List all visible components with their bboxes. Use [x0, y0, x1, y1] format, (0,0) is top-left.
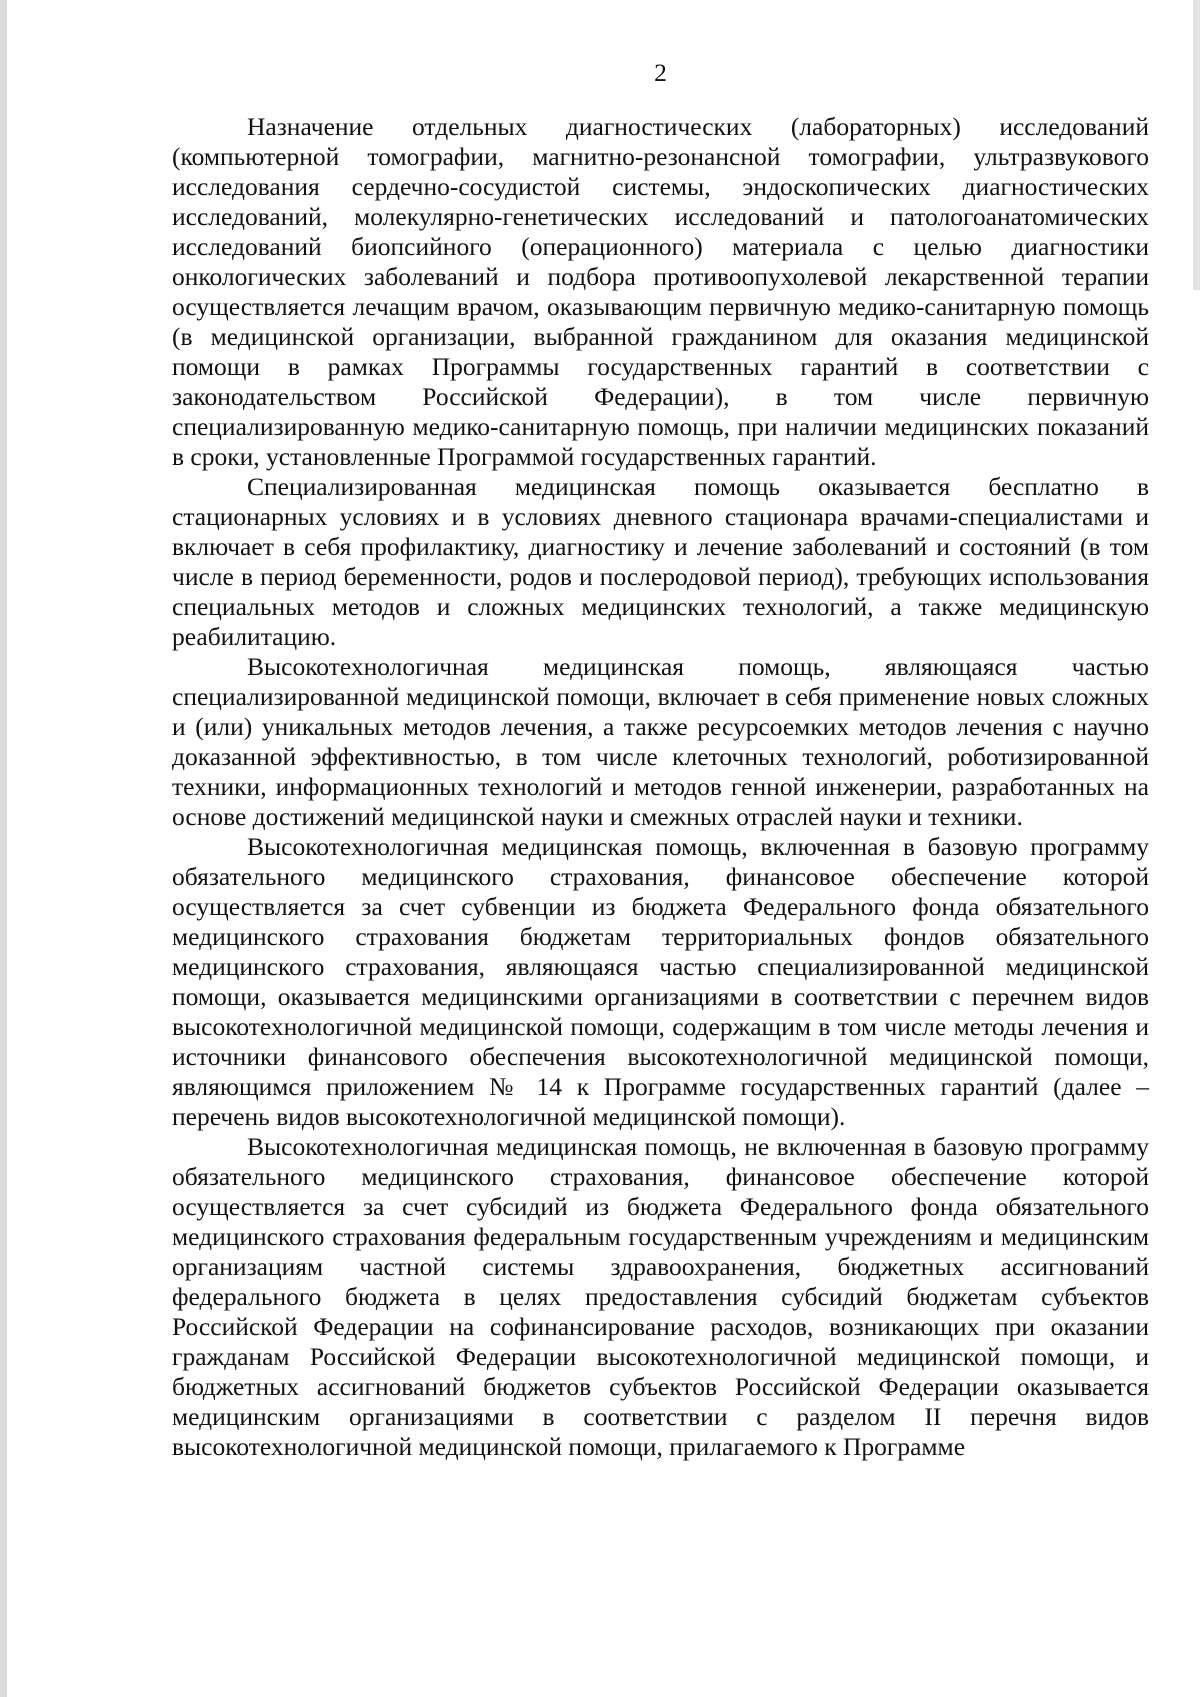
paragraph-high-tech-care: Высокотехнологичная медицинская помощь, являющаяся частью специализированной медицинской помощи, включает в себя применение новых сложных и (или) уникальных методов лечения, а также ресурсоемких методов лечения с научно доказанной эффективностью, в том числе клеточных технологий, роботизированной техники, информационных технологий и методов генной инженерии, разработанных на основе достижений медицинской науки и смежных отраслей науки и техники. — [172, 652, 1149, 831]
paragraph-high-tech-care-oms: Высокотехнологичная медицинская помощь, включенная в базовую программу обязательного медицинского страхования, финансовое обеспечение которой осуществляется за счет субвенции из бюджета Федерального фонда обязательного медицинского страхования бюджетам территориальных фондов обязательного медицинского страхования, являющаяся частью специализированной медицинской помощи, оказывается медицинскими организациями в соответствии с перечнем видов высокотехнологичной медицинской помощи, содержащим в том числе методы лечения и источники финансового обеспечения высокотехнологичной медицинской помощи, являющимся приложением № 14 к Программе государственных гарантий (далее – перечень видов высокотехнологичной медицинской помощи). — [172, 832, 1149, 1131]
paragraph-high-tech-care-non-oms: Высокотехнологичная медицинская помощь, не включенная в базовую программу обязательного медицинского страхования, финансовое обеспечение которой осуществляется за счет субсидий из бюджета Федерального фонда обязательного медицинского страхования федеральным государственным учреждениям и медицинским организациям частной системы здравоохранения, бюджетных ассигнований федерального бюджета в целях предоставления субсидий бюджетам субъектов Российской Федерации на софинансирование расходов, возникающих при оказании гражданам Российской Федерации высокотехнологичной медицинской помощи, и бюджетных ассигнований бюджетов субъектов Российской Федерации оказывается медицинским организациями в соответствии с разделом II перечня видов высокотехнологичной медицинской помощи, прилагаемого к Программе — [172, 1132, 1149, 1461]
page-number: 2 — [654, 58, 667, 87]
paragraph-diagnostics: Назначение отдельных диагностических (лабораторных) исследований (компьютерной томографии, магнитно-резонансной томографии, ультразвукового исследования сердечно-сосудистой системы, эндоскопических диагностических исследований, молекулярно-генетических исследований и патологоанатомических исследований биопсийного (операционного) материала с целью диагностики онкологических заболеваний и подбора противоопухолевой лекарственной терапии осуществляется лечащим врачом, оказывающим первичную медико-санитарную помощь (в медицинской организации, выбранной гражданином для оказания медицинской помощи в рамках Программы государственных гарантий в соответствии с законодательством Российской Федерации), в том числе первичную специализированную медико-санитарную помощь, при наличии медицинских показаний в сроки, установленные Программой государственных гарантий. — [172, 112, 1149, 471]
document-page — [172, 58, 1149, 1462]
scan-right-edge — [1193, 0, 1200, 290]
paragraph-specialized-care: Специализированная медицинская помощь оказывается бесплатно в стационарных условиях и в условиях дневного стационара врачами-специалистами и включает в себя профилактику, диагностику и лечение заболеваний и состояний (в том числе в период беременности, родов и послеродовой период), требующих использования специальных методов и сложных медицинских технологий, а также медицинскую реабилитацию. — [172, 472, 1149, 651]
scan-left-edge — [0, 0, 7, 1697]
